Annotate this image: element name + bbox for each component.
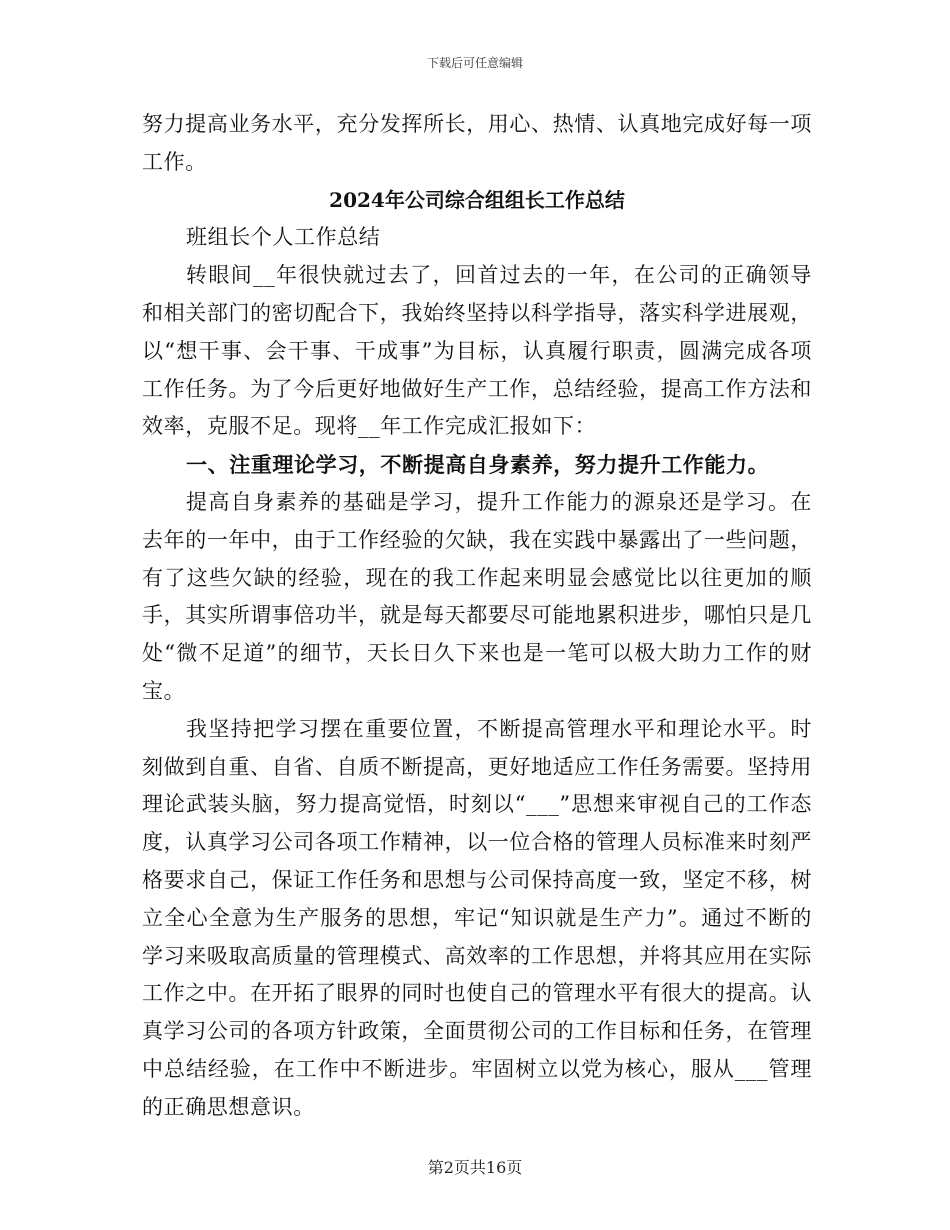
document-subtitle: 班组长个人工作总结 bbox=[186, 225, 381, 250]
paragraph-3: 我坚持把学习摆在重要位置，不断提高管理水平和理论水平。时刻做到自重、自省、自质不断提高，更好地适应工作任务需要。坚持用理论武装头脑，努力提高觉悟，时刻以“___”思想来审视自己的工作态度，认真学习公司各项工作精神，以一位合格的管理人员标准来时刻严格要求自己，保证工作任务和思想与公司保持高度一致，坚定不移，树立全心全意为生产服务的思想，牢记“知识就是生产力”。通过不断的学习来吸取高质量的管理模式、高效率的工作思想，并将其应用在实际工作之中。在开拓了眼界的同时也使自己的管理水平有很大的提高。认真学习公司的各项方针政策，全面贯彻公司的工作目标和任务，在管理中总结经验，在工作中不断进步。牢固树立以党为核心，服从___管理的正确思想意识。 bbox=[142, 716, 812, 1119]
intro-paragraph: 努力提高业务水平，充分发挥所长，用心、热情、认真地完成好每一项工作。 bbox=[142, 112, 812, 174]
document-title: 2024年公司综合组组长工作总结 bbox=[329, 187, 625, 212]
page-footer: 第2页共16页 bbox=[427, 1158, 523, 1177]
paragraph-1: 转眼间__年很快就过去了，回首过去的一年，在公司的正确领导和相关部门的密切配合下，我始终坚持以科学指导，落实科学进展观，以“想干事、会干事、干成事”为目标，认真履行职责，圆满完成各项工作任务。为了今后更好地做好生产工作，总结经验，提高工作方法和效率，克服不足。现将__年工作完成汇报如下： bbox=[142, 263, 812, 439]
document-body bbox=[142, 106, 812, 1127]
paragraph-2: 提高自身素养的基础是学习，提升工作能力的源泉还是学习。在去年的一年中，由于工作经验的欠缺，我在实践中暴露出了一些问题，有了这些欠缺的经验，现在的我工作起来明显会感觉比以往更加的顺手，其实所谓事倍功半，就是每天都要尽可能地累积进步，哪怕只是几处“微不足道”的细节，天长日久下来也是一笔可以极大助力工作的财宝。 bbox=[142, 489, 812, 703]
section-heading-1: 一、注重理论学习，不断提高自身素养，努力提升工作能力。 bbox=[186, 452, 770, 478]
header-note: 下载后可任意编辑 bbox=[426, 56, 523, 70]
